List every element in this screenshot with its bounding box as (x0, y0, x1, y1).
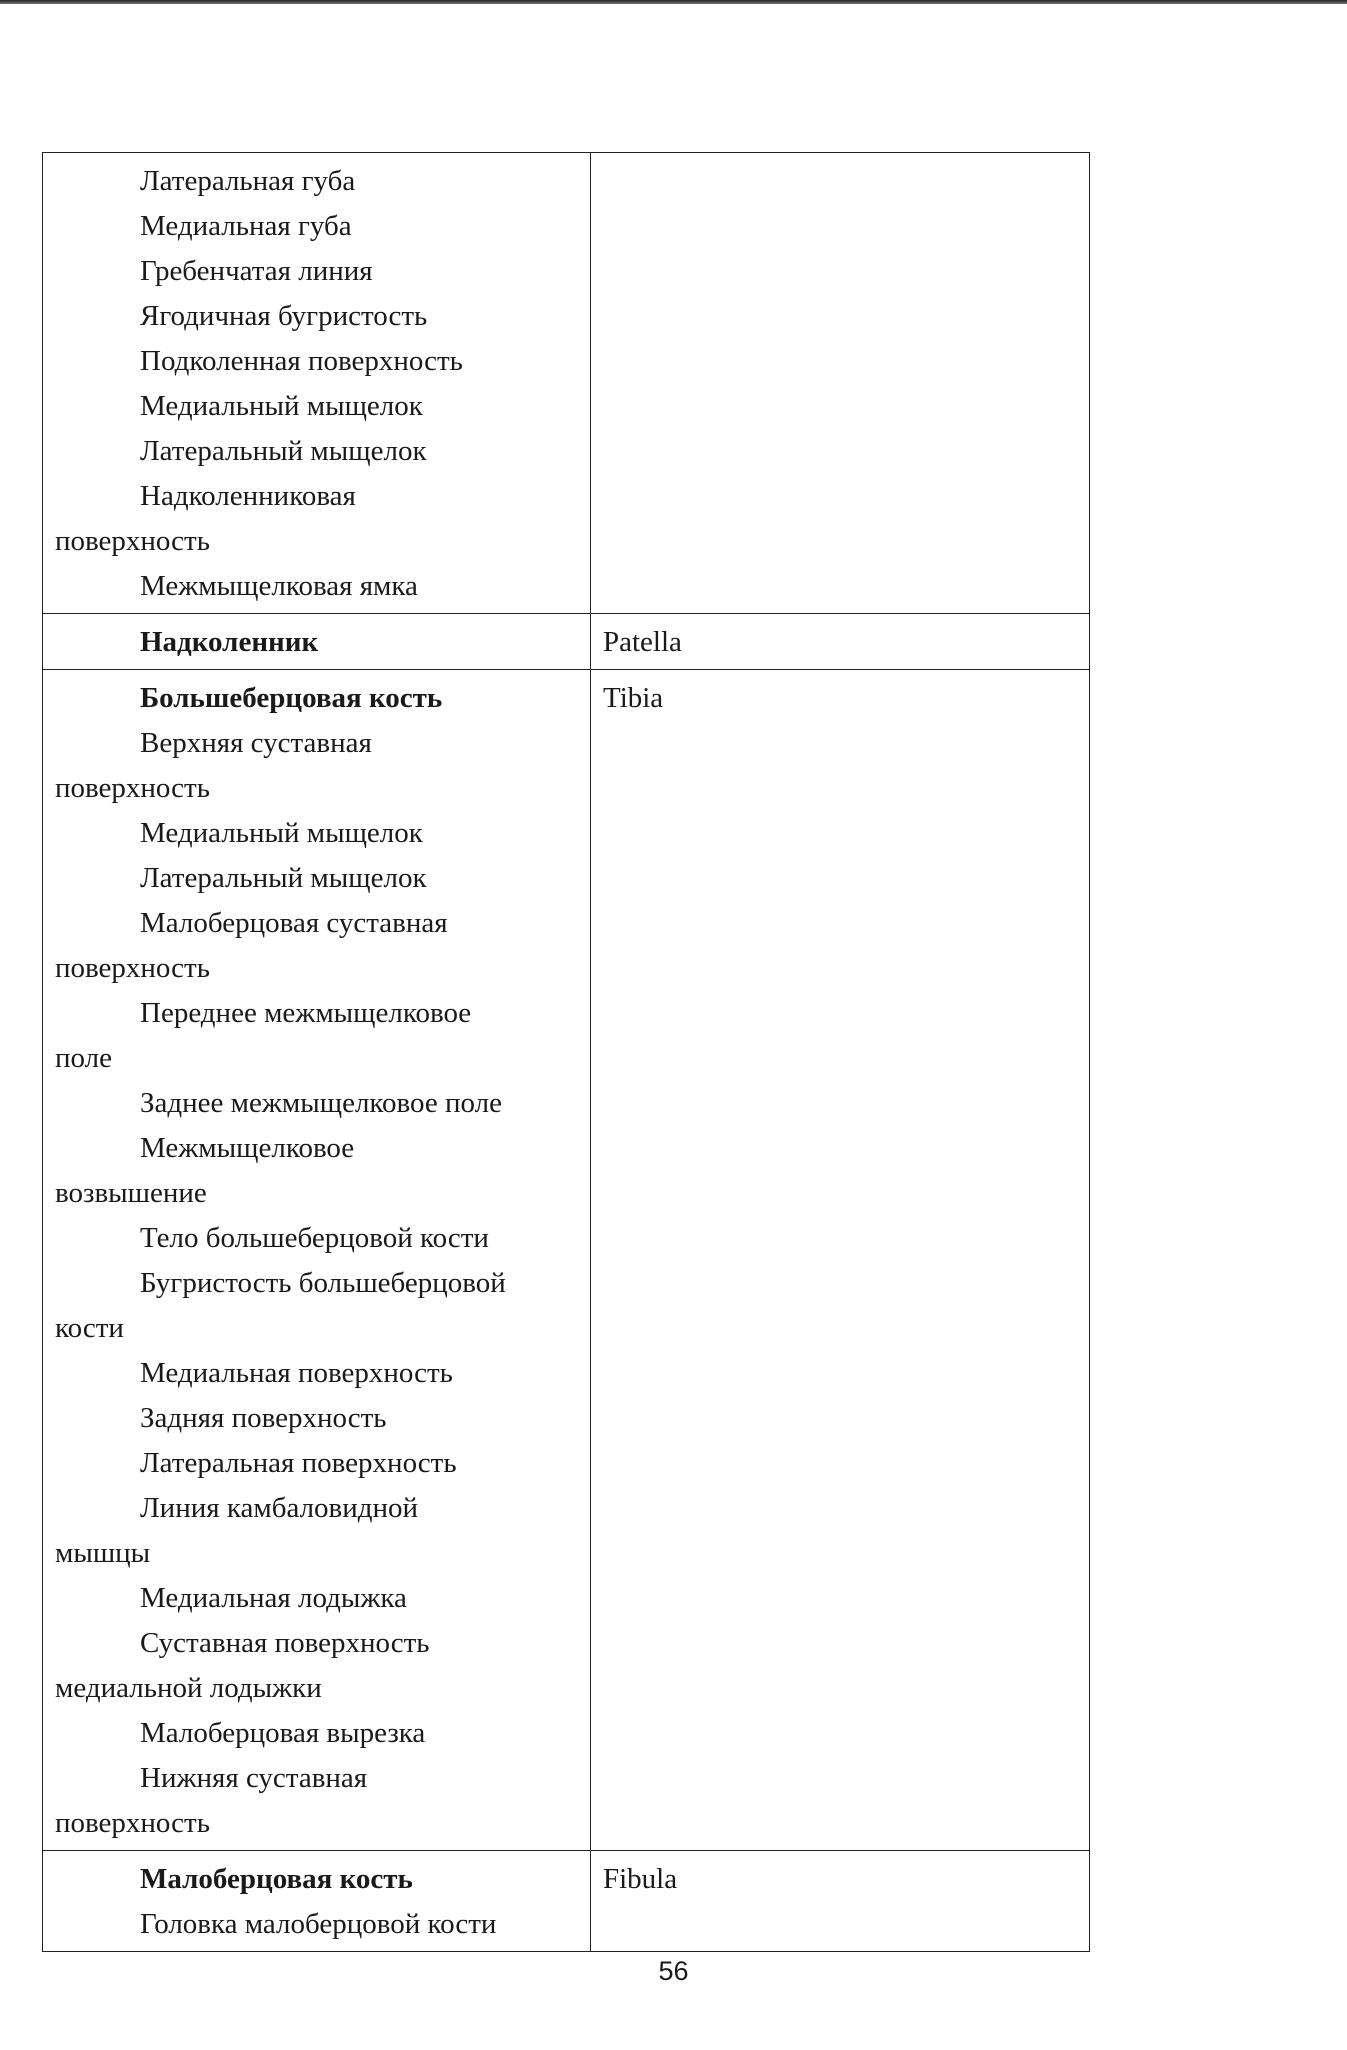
term-line: Задняя поверхность (140, 1402, 387, 1434)
term-line: Суставная поверхность (140, 1627, 430, 1659)
table-row-femur-features (43, 153, 1090, 614)
term-line: поверхность (55, 952, 210, 984)
term-line: Ягодичная бугристость (140, 300, 428, 332)
term-line: возвышение (55, 1177, 207, 1209)
table-row-fibula (43, 1851, 1090, 1952)
term-line: Малоберцовая вырезка (140, 1717, 426, 1749)
term-line: Медиальный мыщелок (140, 390, 423, 422)
terms-table-body (43, 153, 1090, 1952)
term-line: Межмыщелковая ямка (140, 570, 418, 602)
term-line: Малоберцовая суставная (140, 907, 448, 939)
term-line: Линия камбаловидной (140, 1492, 419, 1524)
term-line: Латеральный мыщелок (140, 862, 427, 894)
term-line: Тело большеберцовой кости (140, 1222, 489, 1254)
latin-term-cell: Tibia (591, 670, 1090, 1851)
term-line: Бугристость большеберцовой (140, 1267, 506, 1299)
latin-term-cell: Patella (591, 614, 1090, 670)
term-line: Головка малоберцовой кости (140, 1908, 497, 1940)
term-line: Нижняя суставная (140, 1762, 368, 1794)
term-line: мышцы (55, 1537, 151, 1569)
page-number: 56 (658, 1956, 689, 1986)
term-line: Надколенниковая (140, 480, 356, 512)
table-row-tibia (43, 670, 1090, 1851)
latin-term-cell (591, 153, 1090, 614)
term-line: медиальной лодыжки (55, 1672, 322, 1704)
term-line: Латеральная поверхность (140, 1447, 457, 1479)
term-line: поверхность (55, 525, 210, 557)
term-line: Медиальная губа (140, 210, 352, 242)
term-line: поле (55, 1042, 112, 1074)
term-line: Межмыщелковое (140, 1132, 355, 1164)
term-line: Медиальный мыщелок (140, 817, 423, 849)
term-line: Латеральный мыщелок (140, 435, 427, 467)
table-row-patella (43, 614, 1090, 670)
russian-term-cell (43, 153, 591, 614)
term-line: Гребенчатая линия (140, 255, 373, 287)
term-line: Латеральная губа (140, 165, 356, 197)
latin-term-cell: Fibula (591, 1851, 1090, 1952)
russian-term-cell (43, 670, 591, 1851)
term-line: кости (55, 1312, 124, 1344)
section-heading: Малоберцовая кость (140, 1863, 413, 1895)
section-heading: Большеберцовая кость (140, 682, 443, 714)
term-line: Подколенная поверхность (140, 345, 463, 377)
terms-table (42, 152, 1090, 1952)
term-line: Переднее межмыщелковое (140, 997, 472, 1029)
section-heading: Надколенник (140, 626, 319, 658)
term-line: Медиальная лодыжка (140, 1582, 407, 1614)
scan-top-edge (0, 0, 1347, 4)
russian-term-cell (43, 1851, 591, 1952)
term-line: поверхность (55, 1807, 210, 1839)
term-line: поверхность (55, 772, 210, 804)
term-line: Заднее межмыщелковое поле (140, 1087, 503, 1119)
term-line: Верхняя суставная (140, 727, 372, 759)
russian-term-cell (43, 614, 591, 670)
term-line: Медиальная поверхность (140, 1357, 453, 1389)
